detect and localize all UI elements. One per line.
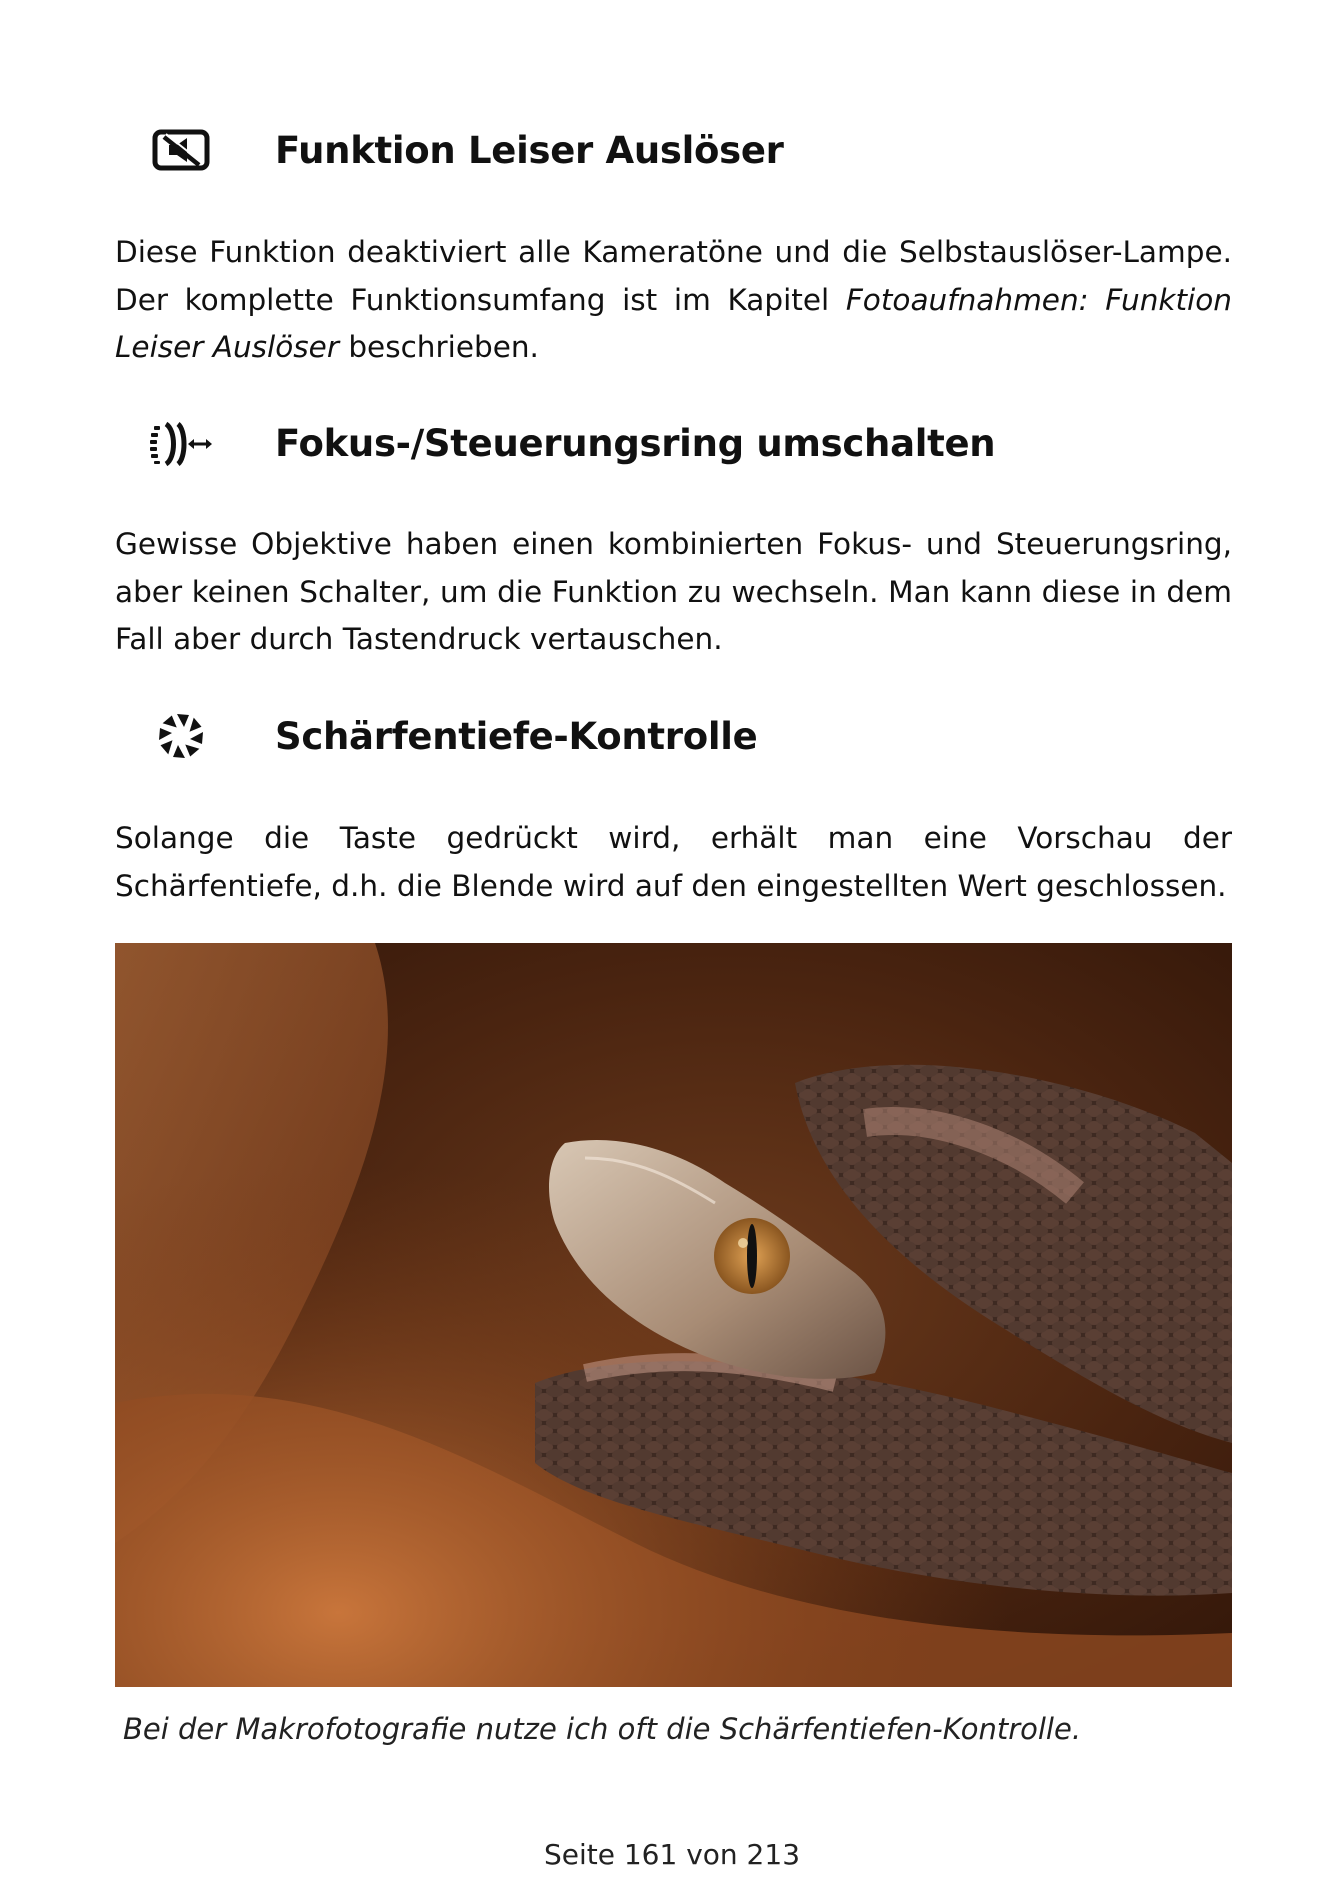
section-heading-depth-of-field [115,706,1235,766]
silent-shutter-icon [135,122,227,178]
section-title: Funktion Leiser Auslöser [275,128,784,172]
aperture-icon [135,708,227,764]
body-text: Diese Funktion deaktiviert alle Kameratöne und die Selbstauslöser-Lampe. Der komplette Funktionsumfang ist im Kapitel [115,235,1232,317]
body-text: beschrieben. [338,330,539,364]
section-body-focus-ring: Gewisse Objektive haben einen kombinierten Fokus- und Steuerungsring, aber keinen Schalter, um die Funktion zu wechseln. Man kann diese in dem Fall aber durch Tastendruck vertauschen. [115,527,1232,656]
section-heading-focus-ring [115,413,1235,473]
chapter-reference: Fotoaufnahmen: Funktion Leiser Auslöser [115,282,1232,364]
page-number: Seite 161 von 213 [543,1838,801,1871]
photo-caption: Bei der Makrofotografie nutze ich oft die Schärfentiefen-Kontrolle. [123,1712,1082,1746]
macro-snake-photo [115,943,1232,1687]
section-body-depth-of-field: Solange die Taste gedrückt wird, erhält man eine Vorschau der Schärfentiefe, d.h. die Blende wird auf den eingestellten Wert geschlossen. [115,821,1232,903]
focus-ring-switch-icon [135,415,227,471]
section-title: Fokus-/Steuerungsring umschalten [275,421,996,465]
section-heading-silent-shutter [115,120,1235,180]
section-body-silent-shutter [115,229,1232,372]
section-title: Schärfentiefe-Kontrolle [275,714,758,758]
